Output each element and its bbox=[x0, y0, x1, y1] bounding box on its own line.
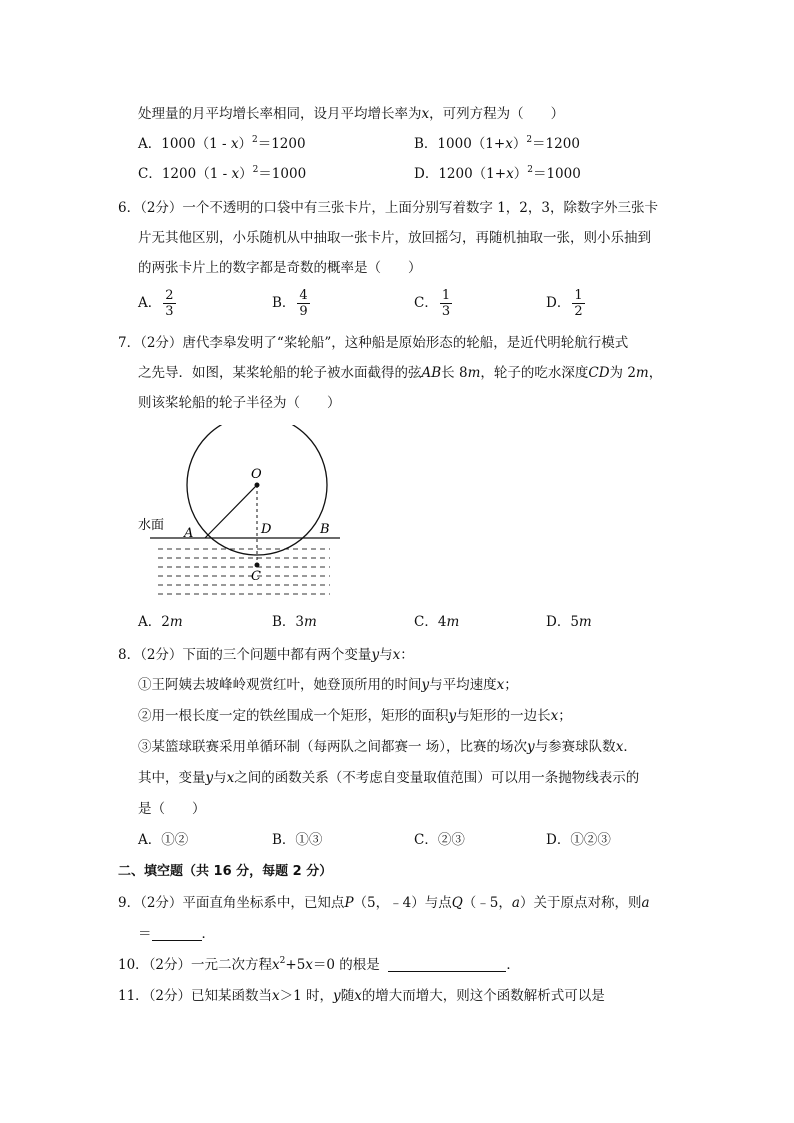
option-label: B． bbox=[272, 832, 296, 848]
q9-number: 9． bbox=[118, 895, 141, 911]
option-label: A． bbox=[138, 136, 162, 152]
option-value: ②③ bbox=[437, 832, 465, 848]
numerator: 2 bbox=[165, 288, 174, 303]
q8-line5 bbox=[138, 768, 639, 788]
q6-line2: 片无其他区别，小乐随机从中抽取一张卡片，放回摇匀，再随机抽取一张，则小乐抽到 bbox=[138, 230, 651, 246]
q8-text: （2分）下面的三个问题中都有两个变量 bbox=[140, 647, 372, 663]
q5-option-d[interactable] bbox=[414, 164, 581, 184]
q10-text: （2分）一元二次方程 bbox=[148, 957, 273, 973]
q7-number: 7． bbox=[118, 335, 141, 351]
q7-depth: CD bbox=[588, 365, 610, 381]
option-label: C． bbox=[414, 295, 438, 311]
q8-text: ： bbox=[400, 647, 414, 663]
q8-option-d[interactable] bbox=[546, 830, 611, 850]
q10-answer-blank[interactable] bbox=[388, 957, 506, 972]
var-y: y bbox=[333, 988, 341, 1004]
var-y: y bbox=[205, 770, 214, 786]
q5-option-c[interactable] bbox=[138, 164, 306, 184]
q9-text: ＝ bbox=[138, 926, 152, 942]
q10-text: ＝0 的根是 bbox=[312, 957, 380, 973]
q9-line2 bbox=[138, 924, 215, 944]
q5-text: 处理量的月平均增长率相同，设月平均增长率为 bbox=[138, 106, 422, 122]
label-b: B bbox=[320, 522, 330, 537]
option-text: 1000（1+ bbox=[437, 136, 506, 152]
var-y: y bbox=[371, 647, 380, 663]
q11-line bbox=[118, 986, 605, 1006]
q8-number: 8． bbox=[118, 647, 141, 663]
q11-text: （2分）已知某函数当 bbox=[148, 988, 273, 1004]
q8-line6: 是（ ） bbox=[138, 801, 206, 817]
option-text: ） bbox=[512, 136, 527, 152]
numerator: 1 bbox=[441, 288, 451, 303]
q8-text: 与矩形的一边长 bbox=[456, 708, 551, 724]
option-label: A． bbox=[138, 832, 162, 848]
var-y: y bbox=[527, 739, 535, 755]
var-a: a bbox=[641, 895, 650, 911]
var-x: x bbox=[272, 988, 280, 1004]
q8-text: ； bbox=[558, 708, 572, 724]
q8-text: ①王阿姨去坡峰岭观赏红叶，她登顶所用的时间 bbox=[138, 677, 422, 693]
var-x: x bbox=[550, 708, 559, 724]
q7-text: 为 2 bbox=[609, 365, 636, 381]
option-text: 1000（1 - bbox=[161, 136, 231, 152]
point-q: Q bbox=[451, 895, 463, 911]
section-heading: 二、填空题（共 16 分，每题 2 分） bbox=[118, 864, 333, 879]
q8-option-a[interactable] bbox=[138, 830, 188, 850]
fraction bbox=[572, 288, 584, 319]
q8-text: 与参赛球队数 bbox=[534, 739, 616, 755]
var-x: x bbox=[615, 739, 624, 755]
q7-text: 长 8 bbox=[441, 365, 468, 381]
q8-item3 bbox=[138, 737, 637, 757]
q6-option-b[interactable] bbox=[272, 288, 310, 319]
q8-text: 与 bbox=[213, 770, 227, 786]
numerator: 4 bbox=[299, 288, 308, 303]
q8-text: 其中，变量 bbox=[138, 770, 206, 786]
point-o bbox=[255, 483, 260, 488]
option-text: ） bbox=[513, 166, 528, 182]
q8-text: ②用一根长度一定的铁丝围成一个矩形，矩形的面积 bbox=[138, 708, 449, 724]
fraction bbox=[163, 288, 175, 319]
option-var: x bbox=[506, 166, 514, 182]
option-label: B． bbox=[272, 614, 296, 630]
fraction bbox=[297, 288, 309, 319]
var-x: x bbox=[305, 957, 313, 973]
denominator: 9 bbox=[299, 304, 308, 319]
option-text: ＝1000 bbox=[532, 166, 581, 182]
option-value: 4 bbox=[437, 614, 447, 630]
option-label: B． bbox=[272, 295, 296, 311]
q6-option-d[interactable] bbox=[546, 288, 585, 319]
q5-text-end: ，可列方程为（ ） bbox=[429, 106, 565, 122]
q9-text: （2分）平面直角坐标系中，已知点 bbox=[140, 895, 345, 911]
q9-text: （﹣5， bbox=[462, 895, 512, 911]
q8-option-c[interactable] bbox=[414, 830, 465, 850]
option-label: D． bbox=[546, 832, 571, 848]
q7-chord: AB bbox=[421, 365, 442, 381]
option-value: ①③ bbox=[295, 832, 323, 848]
q8-item2 bbox=[138, 706, 572, 726]
option-label: A． bbox=[138, 295, 162, 311]
option-label: D． bbox=[546, 614, 571, 630]
var-x: x bbox=[226, 770, 235, 786]
q8-item1 bbox=[138, 675, 518, 695]
q8-text: 与 bbox=[379, 647, 393, 663]
label-d: D bbox=[261, 522, 272, 537]
option-var: x bbox=[505, 136, 513, 152]
q7-unit: m bbox=[635, 365, 649, 381]
q6-option-c[interactable] bbox=[414, 288, 452, 319]
numerator: 1 bbox=[574, 288, 583, 303]
q11-text: 的增大而增大，则这个函数解析式可以是 bbox=[361, 988, 605, 1004]
q7-text: ，轮子的吃水深度 bbox=[480, 365, 589, 381]
option-text: ） bbox=[239, 166, 253, 182]
q5-option-b[interactable] bbox=[414, 134, 580, 154]
radius-oa bbox=[205, 485, 257, 538]
fraction bbox=[440, 288, 452, 319]
water-label: 水面 bbox=[138, 518, 165, 533]
q6-line1 bbox=[118, 198, 658, 218]
q8-text: ； bbox=[504, 677, 518, 693]
q6-text: （2分）一个不透明的口袋中有三张卡片，上面分别写着数字 1，2，3，除数字外三张卡 bbox=[140, 200, 658, 216]
exponent: 2 bbox=[279, 956, 286, 966]
option-value: ①② bbox=[161, 832, 189, 848]
option-text: ＝1200 bbox=[532, 136, 580, 152]
q8-text: ． bbox=[623, 739, 637, 755]
denominator: 3 bbox=[165, 304, 174, 319]
var-x: x bbox=[272, 957, 280, 973]
q11-text: 随 bbox=[340, 988, 355, 1004]
option-label: C． bbox=[138, 166, 162, 182]
q8-option-b[interactable] bbox=[272, 830, 322, 850]
option-text: 1200（1+ bbox=[438, 166, 507, 182]
q7-option-c[interactable] bbox=[414, 612, 459, 632]
option-unit: m bbox=[304, 614, 317, 630]
option-unit: m bbox=[169, 614, 183, 630]
option-text: ＝1200 bbox=[257, 136, 306, 152]
q6-line3: 的两张卡片上的数字都是奇数的概率是（ ） bbox=[138, 260, 422, 276]
label-a: A bbox=[184, 526, 194, 541]
option-label: C． bbox=[414, 614, 438, 630]
denominator: 2 bbox=[574, 304, 583, 319]
var-x: x bbox=[496, 677, 505, 693]
q6-option-a[interactable] bbox=[138, 288, 176, 319]
q10-text: ． bbox=[506, 957, 520, 973]
option-text: 1200（1 - bbox=[161, 166, 232, 182]
q9-text: （5，﹣4）与点 bbox=[353, 895, 452, 911]
q9-answer-blank[interactable] bbox=[152, 926, 202, 941]
option-label: A． bbox=[138, 614, 162, 630]
option-exp: 2 bbox=[252, 165, 259, 175]
option-value: ①②③ bbox=[570, 832, 611, 848]
q7-unit: m bbox=[467, 365, 481, 381]
q9-text: ． bbox=[201, 926, 215, 942]
option-text: ＝1000 bbox=[258, 166, 307, 182]
label-c: C bbox=[251, 569, 261, 584]
var-y: y bbox=[421, 677, 430, 693]
option-unit: m bbox=[446, 614, 460, 630]
q7-line1 bbox=[118, 333, 628, 353]
q6-number: 6． bbox=[118, 200, 141, 216]
option-exp: 2 bbox=[526, 135, 533, 145]
wheel-figure bbox=[130, 425, 350, 610]
option-var: x bbox=[230, 136, 239, 152]
q8-text: 之间的函数关系（不考虑自变量取值范围）可以用一条抛物线表示的 bbox=[234, 770, 640, 786]
option-value: 3 bbox=[295, 614, 305, 630]
q9-text: ）关于原点对称，则 bbox=[519, 895, 642, 911]
q9-line1 bbox=[118, 893, 650, 913]
option-unit: m bbox=[578, 614, 592, 630]
option-value: 2 bbox=[161, 614, 170, 630]
q11-text: ＞1 时， bbox=[279, 988, 334, 1004]
q7-option-b[interactable] bbox=[272, 612, 317, 632]
q5-option-a[interactable] bbox=[138, 134, 306, 154]
var-x: x bbox=[354, 988, 362, 1004]
q8-text: 与平均速度 bbox=[429, 677, 497, 693]
q7-text: （2分）唐代李皋发明了“桨轮船”，这种船是原始形态的轮船，是近代明轮航行模式 bbox=[140, 335, 629, 351]
option-var: x bbox=[231, 166, 240, 182]
q5-var: x bbox=[421, 106, 430, 122]
option-exp: 2 bbox=[527, 165, 533, 175]
option-value: 5 bbox=[570, 614, 579, 630]
point-p: P bbox=[344, 895, 354, 911]
q11-number: 11． bbox=[118, 988, 149, 1004]
q10-text: +5 bbox=[285, 957, 306, 973]
q10-number: 10． bbox=[118, 957, 149, 973]
option-label: D． bbox=[546, 295, 571, 311]
option-label: D． bbox=[414, 166, 439, 182]
option-label: C． bbox=[414, 832, 438, 848]
var-x: x bbox=[392, 647, 401, 663]
q10-line bbox=[118, 955, 520, 975]
q7-option-d[interactable] bbox=[546, 612, 592, 632]
denominator: 3 bbox=[441, 304, 451, 319]
q7-line2 bbox=[138, 363, 662, 383]
label-o: O bbox=[251, 467, 262, 482]
q5-continuation bbox=[138, 104, 564, 124]
q7-text: 之先导．如图，某桨轮船的轮子被水面截得的弦 bbox=[138, 365, 422, 381]
water-dashes bbox=[158, 549, 330, 594]
var-a: a bbox=[511, 895, 520, 911]
q8-line1 bbox=[118, 645, 414, 665]
var-y: y bbox=[448, 708, 457, 724]
q7-text: ， bbox=[648, 365, 663, 381]
option-text: ） bbox=[238, 136, 252, 152]
point-c bbox=[255, 563, 260, 568]
q7-line3: 则该桨轮船的轮子半径为（ ） bbox=[138, 395, 341, 411]
q8-text: ③某篮球联赛采用单循环制（每两队之间都赛一 场），比赛的场次 bbox=[138, 739, 528, 755]
option-exp: 2 bbox=[251, 135, 258, 145]
option-label: B． bbox=[414, 136, 438, 152]
q7-option-a[interactable] bbox=[138, 612, 183, 632]
